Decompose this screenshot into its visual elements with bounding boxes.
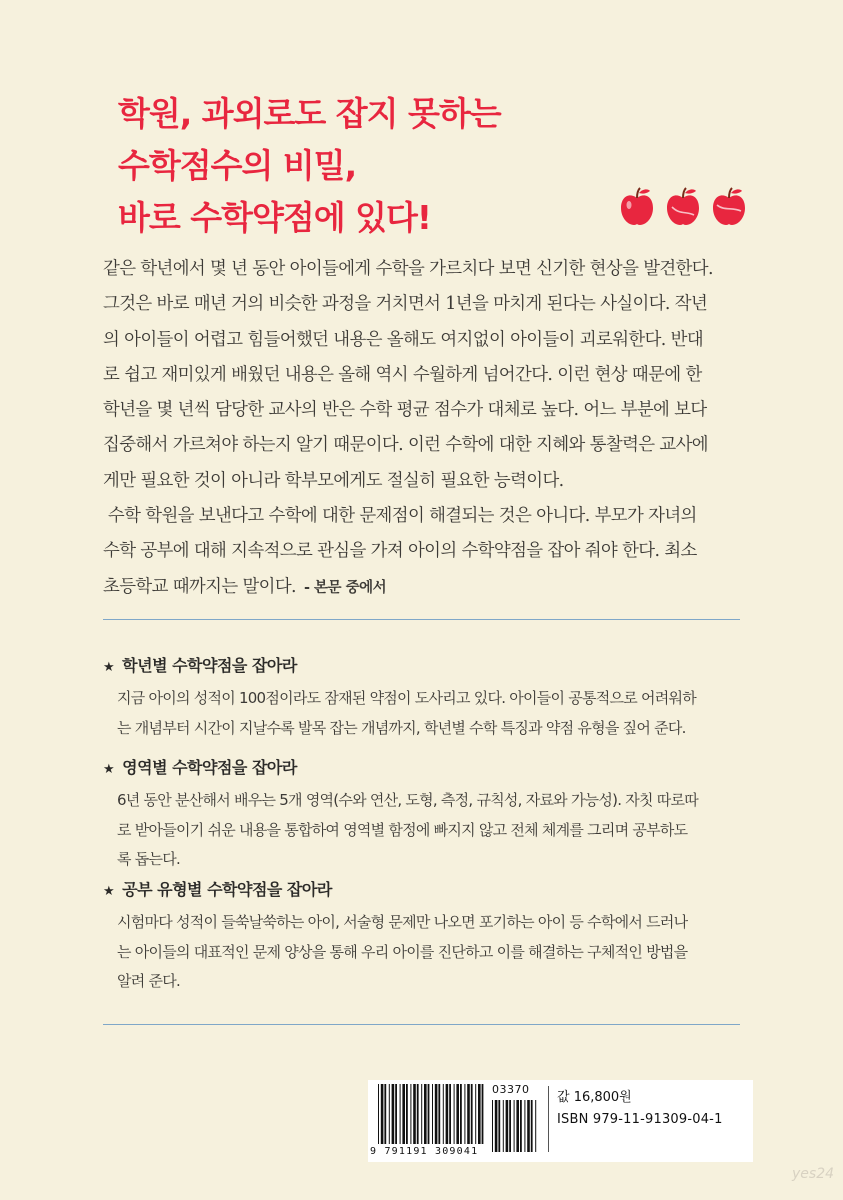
barcode-bar	[424, 1084, 427, 1144]
barcode-bar	[527, 1100, 530, 1152]
barcode-bar	[446, 1084, 449, 1144]
feature-line: 알려 준다.	[117, 972, 180, 990]
apple-icons	[618, 185, 748, 227]
barcode-bar	[400, 1084, 401, 1144]
feature-title	[103, 652, 753, 680]
intro-line: 초등학교 때까지는 말이다.	[103, 576, 296, 597]
barcode-addon-number: 03370	[492, 1083, 530, 1096]
headline-line: 바로 수학약점에 있다!	[118, 198, 431, 237]
divider-top	[103, 619, 740, 620]
headline-line: 학원, 과외로도 잡지 못하는	[118, 94, 501, 133]
intro-paragraph	[103, 252, 793, 606]
barcode-bar	[531, 1100, 533, 1152]
feature-domain	[103, 754, 753, 875]
barcode-bar	[520, 1100, 522, 1152]
addon-barcode	[488, 1096, 540, 1156]
feature-line: 6년 동안 분산해서 배우는 5개 영역(수와 연산, 도형, 측정, 규칙성, 자료와 가능성). 자칫 따로따	[117, 791, 699, 809]
barcode-bar	[428, 1084, 430, 1144]
barcode-bar	[435, 1084, 438, 1144]
barcode-bar	[406, 1084, 408, 1144]
isbn-label: ISBN 979-11-91309-04-1	[557, 1112, 723, 1127]
intro-line: 집중해서 가르쳐야 하는지 알기 때문이다. 이런 수학에 대한 지혜와 통찰력은 교사에	[103, 435, 708, 456]
barcode-bar	[392, 1084, 395, 1144]
barcode-bar	[516, 1100, 519, 1152]
barcode-bar	[421, 1084, 422, 1144]
barcode-bar	[482, 1084, 484, 1144]
barcode-bar	[378, 1084, 379, 1144]
barcode-bar	[454, 1084, 455, 1144]
barcode-bar	[509, 1100, 511, 1152]
intro-line: 로 쉽고 재미있게 배웠던 내용은 올해 역시 수월하게 넘어간다. 이런 현상 때문에 한	[103, 364, 702, 385]
intro-line: 수학 공부에 대해 지속적으로 관심을 가져 아이의 수학약점을 잡아 줘야 한다. 최소	[103, 541, 697, 562]
barcode-bar	[471, 1084, 473, 1144]
feature-title	[103, 754, 753, 782]
barcode-bar	[395, 1084, 397, 1144]
feature-line: 시험마다 성적이 들쑥날쑥하는 아이, 서술형 문제만 나오면 포기하는 아이 등 수학에서 드러나	[117, 913, 688, 931]
barcode-digits: 9 791191 309041	[370, 1146, 479, 1157]
star-icon: ★	[103, 762, 115, 777]
feature-line: 록 돕는다.	[117, 850, 180, 868]
barcode-bar	[514, 1100, 515, 1152]
barcode-bar	[417, 1084, 419, 1144]
barcode-bar	[381, 1084, 384, 1144]
barcode-panel	[368, 1080, 753, 1162]
barcode-bar	[535, 1100, 536, 1152]
intro-line: 그것은 바로 매년 거의 비슷한 과정을 거치면서 1년을 마치게 된다는 사실이다. 작년	[103, 294, 708, 315]
feature-title-text: 학년별 수학약점을 잡아라	[122, 656, 297, 675]
barcode-bar	[449, 1084, 451, 1144]
barcode-bar	[460, 1084, 462, 1144]
barcode-bar	[475, 1084, 476, 1144]
barcode-bar	[498, 1100, 500, 1152]
price-label: 값 16,800원	[557, 1090, 632, 1105]
feature-line: 로 받아들이기 쉬운 내용을 통합하여 영역별 함정에 빠지지 않고 전체 체계를 그리며 공부하도	[117, 820, 688, 839]
feature-description	[117, 908, 753, 997]
barcode-bar	[478, 1084, 481, 1144]
feature-study-type	[103, 876, 753, 997]
apple-icon	[710, 185, 748, 227]
star-icon: ★	[103, 660, 115, 675]
barcode-bar	[443, 1084, 444, 1144]
feature-description	[117, 786, 753, 875]
intro-line: 의 아이들이 어렵고 힘들어했던 내용은 올해도 여지없이 아이들이 괴로워한다. 반대	[103, 329, 704, 350]
headline-line: 수학점수의 비밀,	[118, 146, 357, 185]
barcode-bar	[495, 1100, 498, 1152]
intro-line: 수학 학원을 보낸다고 수학에 대한 문제점이 해결되는 것은 아니다. 부모가 자녀의	[103, 506, 697, 527]
barcode-bar	[438, 1084, 440, 1144]
barcode-bar	[467, 1084, 470, 1144]
feature-description	[117, 684, 753, 743]
intro-line: 같은 학년에서 몇 년 동안 아이들에게 수학을 가르치다 보면 신기한 현상을 발견한다.	[103, 259, 713, 279]
feature-line: 지금 아이의 성적이 100점이라도 잠재된 약점이 도사리고 있다. 아이들이 공통적으로 어려워하	[117, 689, 696, 707]
divider-bottom	[103, 1024, 740, 1025]
apple-icon	[664, 185, 702, 227]
feature-title-text: 공부 유형별 수학약점을 잡아라	[122, 880, 332, 899]
barcode-bar	[506, 1100, 509, 1152]
feature-line: 는 개념부터 시간이 지날수록 발목 잡는 개념까지, 학년별 수학 특징과 약점 유형을 짚어 준다.	[117, 718, 686, 737]
barcode-bar	[384, 1084, 386, 1144]
intro-line: 학년을 몇 년씩 담당한 교사의 반은 수학 평균 점수가 대체로 높다. 어느 부분에 보다	[103, 400, 707, 421]
barcode-bar	[456, 1084, 459, 1144]
barcode-bar	[413, 1084, 416, 1144]
intro-last-line	[103, 570, 793, 606]
headline	[118, 88, 678, 244]
intro-line: 게만 필요한 것이 아니라 학부모에게도 절실히 필요한 능력이다.	[103, 470, 564, 491]
star-icon: ★	[103, 884, 115, 899]
barcode-bar	[402, 1084, 405, 1144]
barcode-bar	[410, 1084, 411, 1144]
barcode-bar	[464, 1084, 465, 1144]
source-attribution: - 본문 중에서	[303, 579, 387, 596]
feature-title-text: 영역별 수학약점을 잡아라	[122, 758, 297, 777]
barcode-bar	[503, 1100, 504, 1152]
barcode-bar	[389, 1084, 390, 1144]
watermark-logo: yes24	[792, 1166, 835, 1182]
barcode-separator	[548, 1086, 549, 1152]
feature-grade	[103, 652, 753, 743]
barcode-bar	[524, 1100, 525, 1152]
apple-icon	[618, 185, 656, 227]
barcode-bar	[492, 1100, 493, 1152]
barcode-bar	[432, 1084, 433, 1144]
feature-line: 는 아이들의 대표적인 문제 양상을 통해 우리 아이를 진단하고 이를 해결하는 구체적인 방법을	[117, 942, 688, 961]
feature-title	[103, 876, 753, 904]
